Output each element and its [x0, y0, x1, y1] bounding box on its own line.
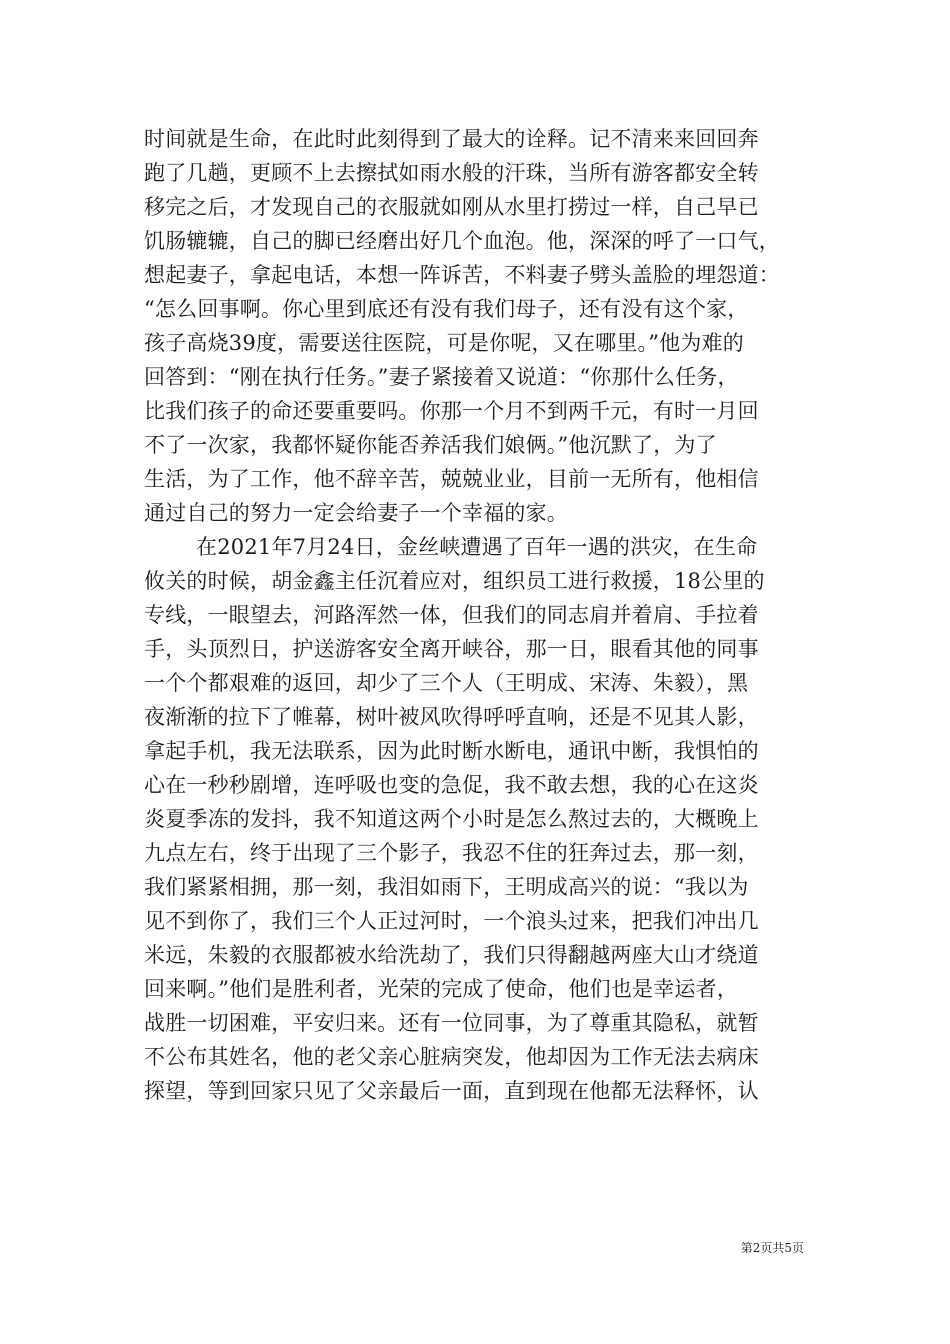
text-line: “怎么回事啊。你心里到底还有没有我们母子，还有没有这个家， — [144, 297, 749, 321]
text-line: 想起妻子，拿起电话，本想一阵诉苦，不料妻子劈头盖脸的埋怨道： — [144, 263, 780, 287]
text-line: 回来啊。”他们是胜利者，光荣的完成了使命，他们也是幸运者， — [144, 977, 739, 1001]
text-line: 探望，等到回家只见了父亲最后一面，直到现在他都无法释怀，认 — [144, 1079, 759, 1103]
text-line: 回答到：“刚在执行任务。”妻子紧接着又说道：“你那什么任务， — [144, 365, 739, 389]
text-line: 夜渐渐的拉下了帷幕，树叶被风吹得呼呼直响，还是不见其人影， — [144, 705, 759, 729]
text-line: 不了一次家，我都怀疑你能否养活我们娘俩。”他沉默了，为了 — [144, 433, 717, 457]
text-line: 通过自己的努力一定会给妻子一个幸福的家。 — [144, 501, 568, 525]
text-line: 时间就是生命，在此时此刻得到了最大的诠释。记不清来来回回奔 — [144, 127, 759, 151]
text-line: 战胜一切困难，平安归来。还有一位同事，为了尊重其隐私，就暂 — [144, 1011, 759, 1035]
text-line: 拿起手机，我无法联系，因为此时断水断电，通讯中断，我惧怕的 — [144, 739, 759, 763]
text-line: 孩子高烧39度，需要送往医院，可是你呢，又在哪里。”他为难的 — [144, 331, 744, 355]
text-line: 我们紧紧相拥，那一刻，我泪如雨下，王明成高兴的说：“我以为 — [144, 875, 749, 899]
text-line: 米远，朱毅的衣服都被水给洗劫了，我们只得翻越两座大山才绕道 — [144, 943, 759, 967]
document-body — [144, 122, 804, 1108]
text-line: 一个个都艰难的返回，却少了三个人（王明成、宋涛、朱毅），黑 — [144, 671, 749, 695]
text-line: 移完之后，才发现自己的衣服就如刚从水里打捞过一样，自己早已 — [144, 195, 759, 219]
text-line: 生活，为了工作，他不辞辛苦，兢兢业业，目前一无所有，他相信 — [144, 467, 759, 491]
text-line: 专线，一眼望去，河路浑然一体，但我们的同志肩并着肩、手拉着 — [144, 603, 759, 627]
text-line: 饥肠辘辘，自己的脚已经磨出好几个血泡。他，深深的呼了一口气， — [144, 229, 780, 253]
text-line: 攸关的时候，胡金鑫主任沉着应对，组织员工进行救援，18公里的 — [144, 569, 765, 593]
text-line: 炎夏季冻的发抖，我不知道这两个小时是怎么熬过去的，大概晚上 — [144, 807, 759, 831]
text-line: 跑了几趟，更顾不上去擦拭如雨水般的汗珠，当所有游客都安全转 — [144, 161, 759, 185]
text-line: 手，头顶烈日，护送游客安全离开峡谷，那一日，眼看其他的同事 — [144, 637, 759, 661]
paragraph-2 — [144, 530, 804, 1108]
text-line: 见不到你了，我们三个人正过河时，一个浪头过来，把我们冲出几 — [144, 909, 759, 933]
text-line: 不公布其姓名，他的老父亲心脏病突发，他却因为工作无法去病床 — [144, 1045, 759, 1069]
text-line: 在2021年7月24日，金丝峡遭遇了百年一遇的洪灾，在生命 — [196, 535, 758, 559]
text-line: 比我们孩子的命还要重要吗。你那一个月不到两千元，有时一月回 — [144, 399, 759, 423]
paragraph-1 — [144, 122, 804, 530]
text-line: 心在一秒秒剧增，连呼吸也变的急促，我不敢去想，我的心在这炎 — [144, 773, 759, 797]
text-line: 九点左右，终于出现了三个影子，我忍不住的狂奔过去，那一刻， — [144, 841, 759, 865]
page-number: 第2页共5页 — [740, 1241, 804, 1255]
